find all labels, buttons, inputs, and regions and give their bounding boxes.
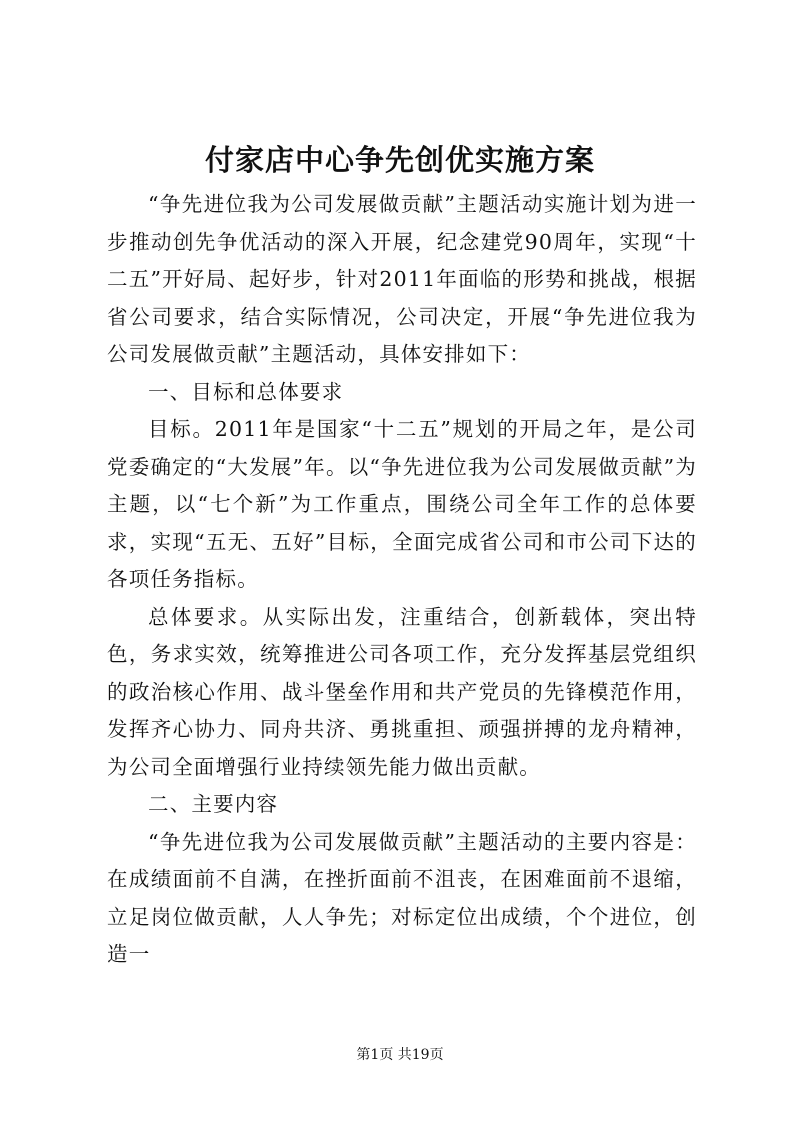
document-title: 付家店中心争先创优实施方案 (204, 143, 595, 177)
document-body (107, 186, 697, 974)
content-paragraph: “争先进位我为公司发展做贡献”主题活动的主要内容是：在成绩面前不自满，在挫折面前不沮丧，在困难面前不退缩，立足岗位做贡献，人人争先；对标定位出成绩，个个进位，创造一 (107, 829, 697, 966)
requirements-paragraph: 总体要求。从实际出发，注重结合，创新载体，突出特色，务求实效，统筹推进公司各项工作，充分发挥基层党组织的政治核心作用、战斗堡垒作用和共产党员的先锋模范作用，发挥齐心协力、同舟共济、勇挑重担、顽强拼搏的龙舟精神，为公司全面增强行业持续领先能力做出贡献。 (107, 604, 697, 779)
intro-paragraph: “争先进位我为公司发展做贡献”主题活动实施计划为进一步推动创先争优活动的深入开展，纪念建党90周年，实现“十二五”开好局、起好步，针对2011年面临的形势和挑战，根据省公司要求，结合实际情况，公司决定，开展“争先进位我为公司发展做贡献”主题活动，具体安排如下： (107, 192, 697, 366)
goals-paragraph: 目标。2011年是国家“十二五”规划的开局之年，是公司党委确定的“大发展”年。以“争先进位我为公司发展做贡献”为主题，以“七个新”为工作重点，围绕公司全年工作的总体要求，实现“五无、五好”目标，全面完成省公司和市公司下达的各项任务指标。 (107, 417, 697, 591)
section-heading-goals: 一、目标和总体要求 (148, 379, 344, 404)
page-number-footer: 第1页 共19页 (356, 1047, 444, 1063)
section-heading-content: 二、主要内容 (148, 792, 279, 816)
